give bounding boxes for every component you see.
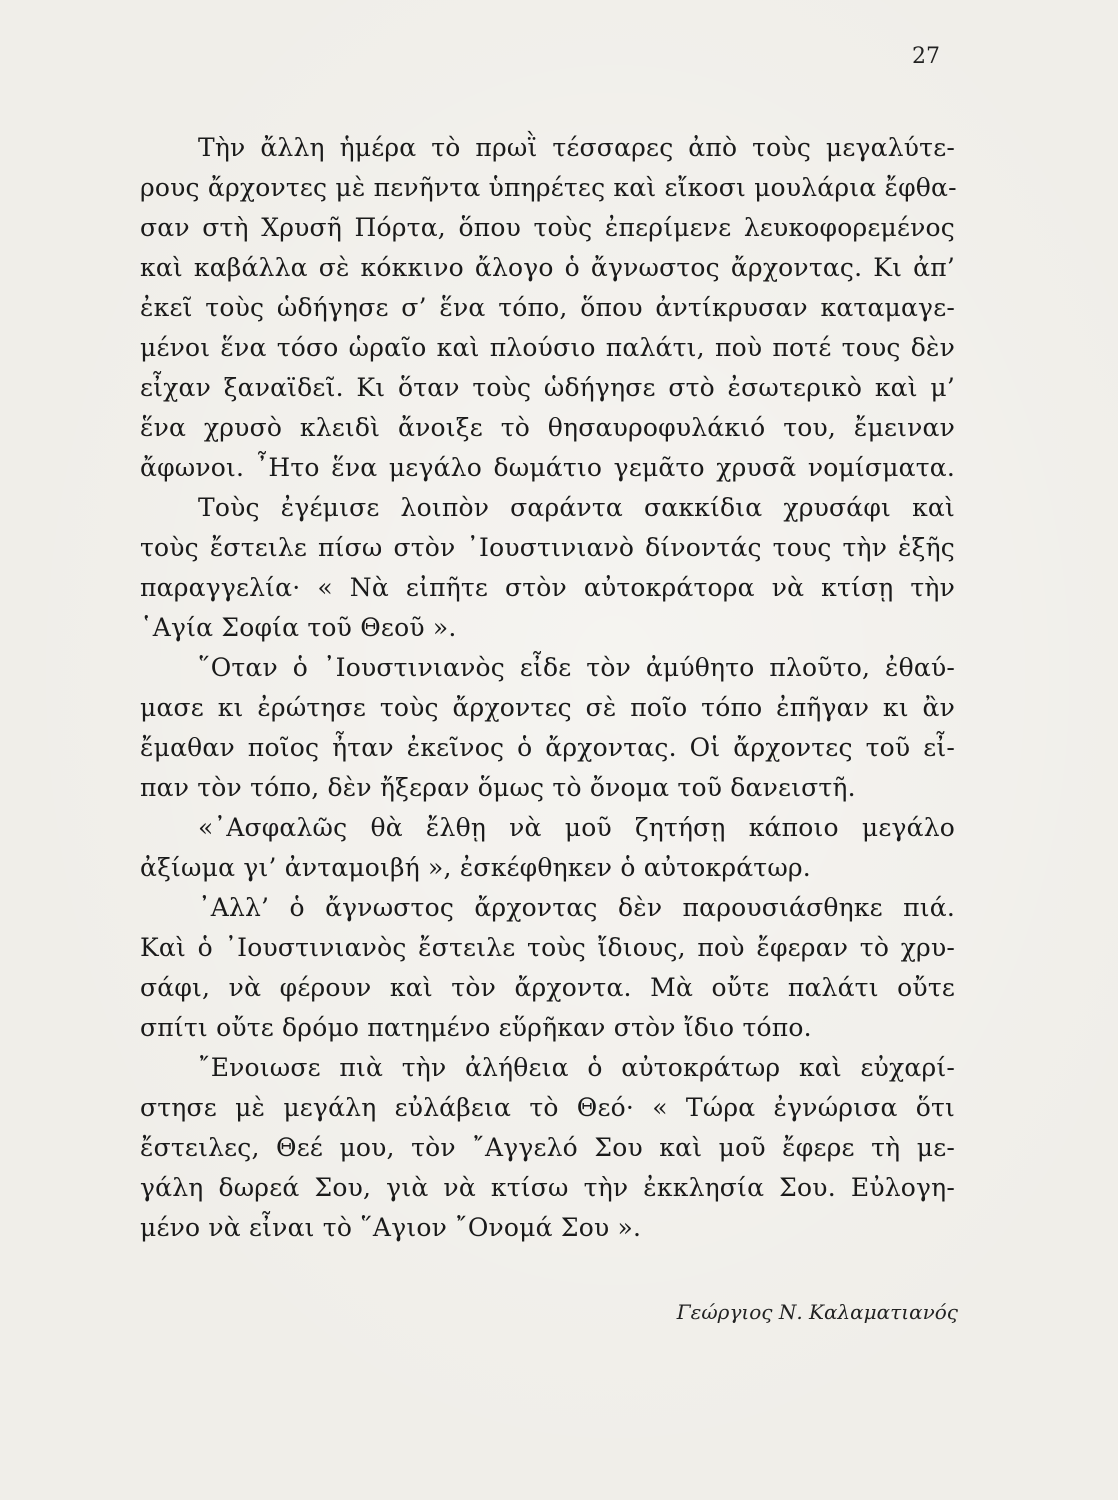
text-line: μασε κι ἐρώτησε τοὺς ἄρχοντες σὲ ποῖο τόπο ἐπῆγαν κι ἂν [140,693,955,722]
text-line: σαν στὴ Χρυσῆ Πόρτα, ὅπου τοὺς ἐπερίμενε λευκοφορεμένος [140,213,955,242]
text-line: σάφι, νὰ φέρουν καὶ τὸν ἄρχοντα. Μὰ οὔτε παλάτι οὔτε [140,973,955,1002]
text-line: ῾Αγία Σοφία τοῦ Θεοῦ ». [140,613,457,642]
text-line: ἐκεῖ τοὺς ὡδήγησε σ’ ἕνα τόπο, ὅπου ἀντίκρυσαν καταμαγε- [140,293,955,322]
text-line: σπίτι οὔτε δρόμο πατημένο εὕρῆκαν στὸν ἴδιο τόπο. [140,1013,812,1042]
text-line: ἕνα χρυσὸ κλειδὶ ἄνοιξε τὸ θησαυροφυλάκιό του, ἔμειναν [140,413,955,442]
text-line: στησε μὲ μεγάλη εὐλάβεια τὸ Θεό· « Τώρα ἐγνώρισα ὅτι [140,1093,955,1122]
text-line: τοὺς ἔστειλε πίσω στὸν ᾿Ιουστινιανὸ δίνοντάς τους τὴν ἑξῆς [140,533,955,562]
text-line: γάλη δωρεά Σου, γιὰ νὰ κτίσω τὴν ἐκκλησία Σου. Εὐλογη- [140,1173,955,1202]
text-line: μένοι ἕνα τόσο ὡραῖο καὶ πλούσιο παλάτι, ποὺ ποτέ τους δὲν [140,333,955,362]
text-line: παν τὸν τόπο, δὲν ἤξεραν ὅμως τὸ ὄνομα τοῦ δανειστῆ. [140,773,856,802]
text-line: Καὶ ὁ ᾿Ιουστινιανὸς ἔστειλε τοὺς ἴδιους, ποὺ ἔφεραν τὸ χρυ- [140,933,955,962]
text-line: μένο νὰ εἶναι τὸ ῞Αγιον ῎Ονομά Σου ». [140,1213,642,1242]
author-signature: Γεώργιος Ν. Καλαματιανός [676,1300,958,1324]
text-line: παραγγελία· « Νὰ εἰπῆτε στὸν αὐτοκράτορα νὰ κτίσῃ τὴν [140,573,955,602]
text-line: εἶχαν ξαναϊδεῖ. Κι ὅταν τοὺς ὡδήγησε στὸ ἐσωτερικὸ καὶ μ’ [140,373,955,402]
text-line: ῞Οταν ὁ ᾿Ιουστινιανὸς εἶδε τὸν ἀμύθητο πλοῦτο, ἐθαύ- [198,653,955,682]
text-line: «᾿Ασφαλῶς θὰ ἔλθῃ νὰ μοῦ ζητήσῃ κάποιο μεγάλο [198,813,955,842]
text-line: Τοὺς ἐγέμισε λοιπὸν σαράντα σακκίδια χρυσάφι καὶ [198,493,955,522]
text-line: ἔστειλες, Θεέ μου, τὸν ῎Αγγελό Σου καὶ μοῦ ἔφερε τὴ με- [140,1133,955,1162]
body-text [140,128,955,1248]
text-line: Τὴν ἄλλη ἡμέρα τὸ πρωῒ τέσσαρες ἀπὸ τοὺς μεγαλύτε- [198,133,955,162]
text-line: ἄφωνοι. ῏Ητο ἕνα μεγάλο δωμάτιο γεμᾶτο χρυσᾶ νομίσματα. [140,453,955,482]
text-line: ἔμαθαν ποῖος ἦταν ἐκεῖνος ὁ ἄρχοντας. Οἱ ἄρχοντες τοῦ εἶ- [140,733,955,762]
text-line: ἀξίωμα γι’ ἀνταμοιβή », ἐσκέφθηκεν ὁ αὐτοκράτωρ. [140,853,811,882]
text-line: ῎Ενοιωσε πιὰ τὴν ἀλήθεια ὁ αὐτοκράτωρ καὶ εὐχαρί- [198,1053,955,1082]
text-line: ρους ἄρχοντες μὲ πενῆντα ὑπηρέτες καὶ εἴκοσι μουλάρια ἔφθα- [140,173,957,202]
page-number: 27 [912,44,940,69]
text-line: καὶ καβάλλα σὲ κόκκινο ἄλογο ὁ ἄγνωστος ἄρχοντας. Κι ἀπ’ [140,253,955,282]
text-line: ᾿Αλλ’ ὁ ἄγνωστος ἄρχοντας δὲν παρουσιάσθηκε πιά. [198,893,955,922]
